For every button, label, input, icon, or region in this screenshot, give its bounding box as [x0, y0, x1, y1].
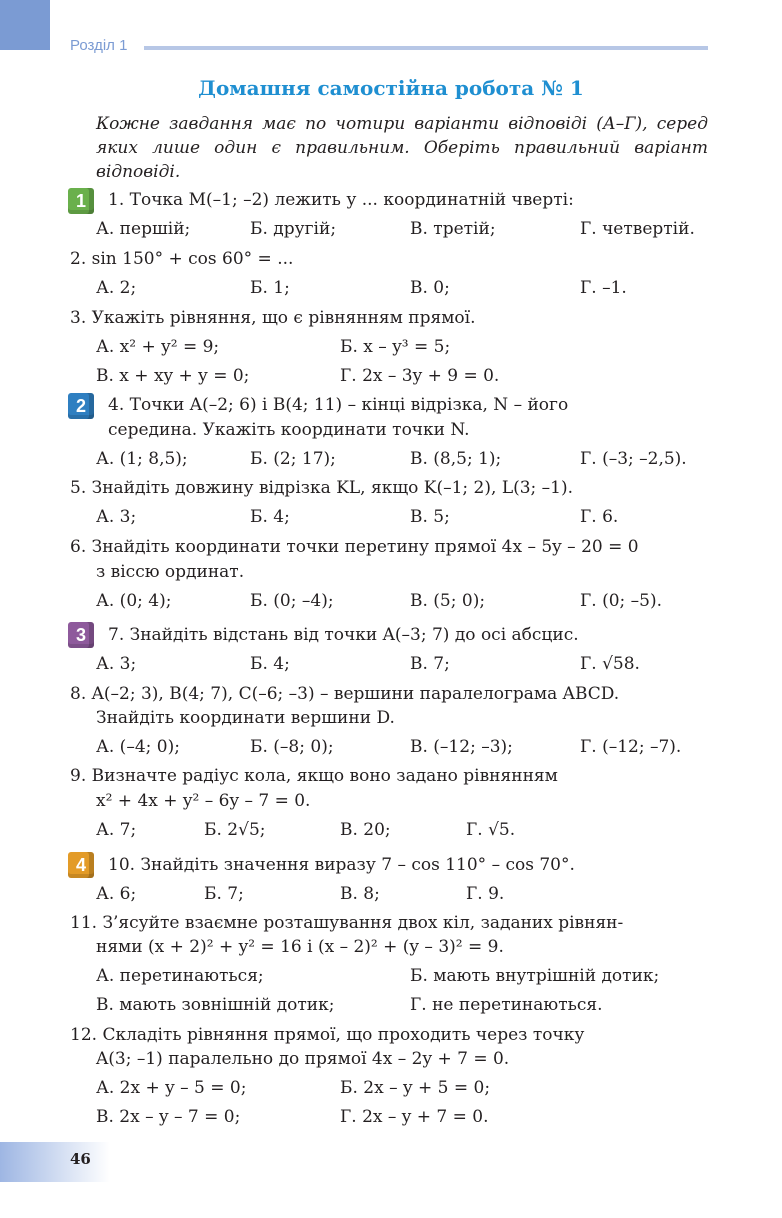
level-2-badge: 2	[68, 393, 94, 419]
question-1: 1. Точка M(–1; –2) лежить у ... координатній чверті:	[108, 190, 574, 210]
q3-option-d: Г. 2x – 3y + 9 = 0.	[340, 366, 500, 386]
q1-option-a: А. першій;	[96, 219, 191, 239]
page-title: Домашня самостійна робота № 1	[198, 76, 584, 100]
q2-option-c: В. 0;	[410, 278, 450, 298]
q10-option-c: В. 8;	[340, 884, 380, 904]
q12-option-b: Б. 2x – y + 5 = 0;	[340, 1078, 491, 1098]
question-4-line-1: 4. Точки A(–2; 6) і B(4; 11) – кінці відрізка, N – його	[108, 395, 569, 415]
q6-option-b: Б. (0; –4);	[250, 591, 334, 611]
q5-option-a: А. 3;	[96, 507, 137, 527]
page-number: 46	[70, 1150, 91, 1168]
q8-option-d: Г. (–12; –7).	[580, 737, 682, 757]
question-8-line-1: 8. A(–2; 3), B(4; 7), C(–6; –3) – вершини паралелограма ABCD.	[70, 684, 620, 704]
q8-option-a: А. (–4; 0);	[96, 737, 180, 757]
q12-option-c: В. 2x – y – 7 = 0;	[96, 1107, 241, 1127]
q10-option-b: Б. 7;	[204, 884, 244, 904]
section-label: Розділ 1	[70, 37, 128, 54]
q4-option-a: А. (1; 8,5);	[96, 449, 188, 469]
q6-option-a: А. (0; 4);	[96, 591, 172, 611]
question-7: 7. Знайдіть відстань від точки A(–3; 7) до осі абсцис.	[108, 625, 579, 645]
question-9-line-1: 9. Визначте радіус кола, якщо воно задано рівнянням	[70, 766, 558, 786]
q11-option-b: Б. мають внутрішній дотик;	[410, 966, 660, 986]
question-12-line-1: 12. Складіть рівняння прямої, що проходить через точку	[70, 1025, 585, 1045]
question-6-line-1: 6. Знайдіть координати точки перетину прямої 4x – 5y – 20 = 0	[70, 537, 639, 557]
question-3: 3. Укажіть рівняння, що є рівнянням прямої.	[70, 308, 476, 328]
question-11-line-2: нями (x + 2)² + y² = 16 і (x – 2)² + (y – 3)² = 9.	[96, 937, 504, 957]
q1-option-d: Г. четвертій.	[580, 219, 695, 239]
q2-option-d: Г. –1.	[580, 278, 627, 298]
corner-tab	[0, 0, 50, 50]
question-4-line-2: середина. Укажіть координати точки N.	[108, 420, 470, 440]
q12-option-d: Г. 2x – y + 7 = 0.	[340, 1107, 489, 1127]
q7-option-b: Б. 4;	[250, 654, 290, 674]
q3-option-b: Б. x – y³ = 5;	[340, 337, 451, 357]
page-number-band	[0, 1142, 110, 1182]
q12-option-a: А. 2x + y – 5 = 0;	[96, 1078, 247, 1098]
q4-option-d: Г. (–3; –2,5).	[580, 449, 687, 469]
q5-option-d: Г. 6.	[580, 507, 619, 527]
q1-option-c: В. третій;	[410, 219, 496, 239]
q10-option-d: Г. 9.	[466, 884, 505, 904]
q11-option-d: Г. не перетинаються.	[410, 995, 603, 1015]
q6-option-c: В. (5; 0);	[410, 591, 486, 611]
question-6-line-2: з віссю ординат.	[96, 562, 245, 582]
question-5: 5. Знайдіть довжину відрізка KL, якщо K(–1; 2), L(3; –1).	[70, 478, 574, 498]
level-3-badge: 3	[68, 622, 94, 648]
q1-option-b: Б. другій;	[250, 219, 337, 239]
q7-option-a: А. 3;	[96, 654, 137, 674]
q4-option-c: В. (8,5; 1);	[410, 449, 502, 469]
q9-option-c: В. 20;	[340, 820, 391, 840]
question-10: 10. Знайдіть значення виразу 7 – cos 110° – cos 70°.	[108, 855, 575, 875]
q6-option-d: Г. (0; –5).	[580, 591, 662, 611]
instructions: Кожне завдання має по чотири варіанти відповіді (А–Г), серед яких лише один є правильним. Оберіть правильний варіант відповіді.	[96, 114, 708, 182]
q4-option-b: Б. (2; 17);	[250, 449, 336, 469]
q8-option-b: Б. (–8; 0);	[250, 737, 334, 757]
question-12-line-2: A(3; –1) паралельно до прямої 4x – 2y + 7 = 0.	[96, 1049, 510, 1069]
q5-option-c: В. 5;	[410, 507, 450, 527]
q7-option-d: Г. √58.	[580, 654, 640, 674]
q9-option-d: Г. √5.	[466, 820, 516, 840]
q8-option-c: В. (–12; –3);	[410, 737, 513, 757]
q3-option-c: В. x + xy + y = 0;	[96, 366, 250, 386]
q2-option-b: Б. 1;	[250, 278, 290, 298]
level-4-badge: 4	[68, 852, 94, 878]
question-9-line-2: x² + 4x + y² – 6y – 7 = 0.	[96, 791, 311, 811]
level-1-badge: 1	[68, 188, 94, 214]
q3-option-a: А. x² + y² = 9;	[96, 337, 220, 357]
q5-option-b: Б. 4;	[250, 507, 290, 527]
question-11-line-1: 11. З’ясуйте взаємне розташування двох кіл, заданих рівнян-	[70, 913, 624, 933]
question-8-line-2: Знайдіть координати вершини D.	[96, 708, 395, 728]
q10-option-a: А. 6;	[96, 884, 137, 904]
section-rule	[144, 46, 708, 50]
question-2: 2. sin 150° + cos 60° = ...	[70, 249, 294, 269]
q11-option-c: В. мають зовнішній дотик;	[96, 995, 335, 1015]
q9-option-b: Б. 2√5;	[204, 820, 266, 840]
q9-option-a: А. 7;	[96, 820, 137, 840]
q11-option-a: А. перетинаються;	[96, 966, 264, 986]
q2-option-a: А. 2;	[96, 278, 137, 298]
q7-option-c: В. 7;	[410, 654, 450, 674]
